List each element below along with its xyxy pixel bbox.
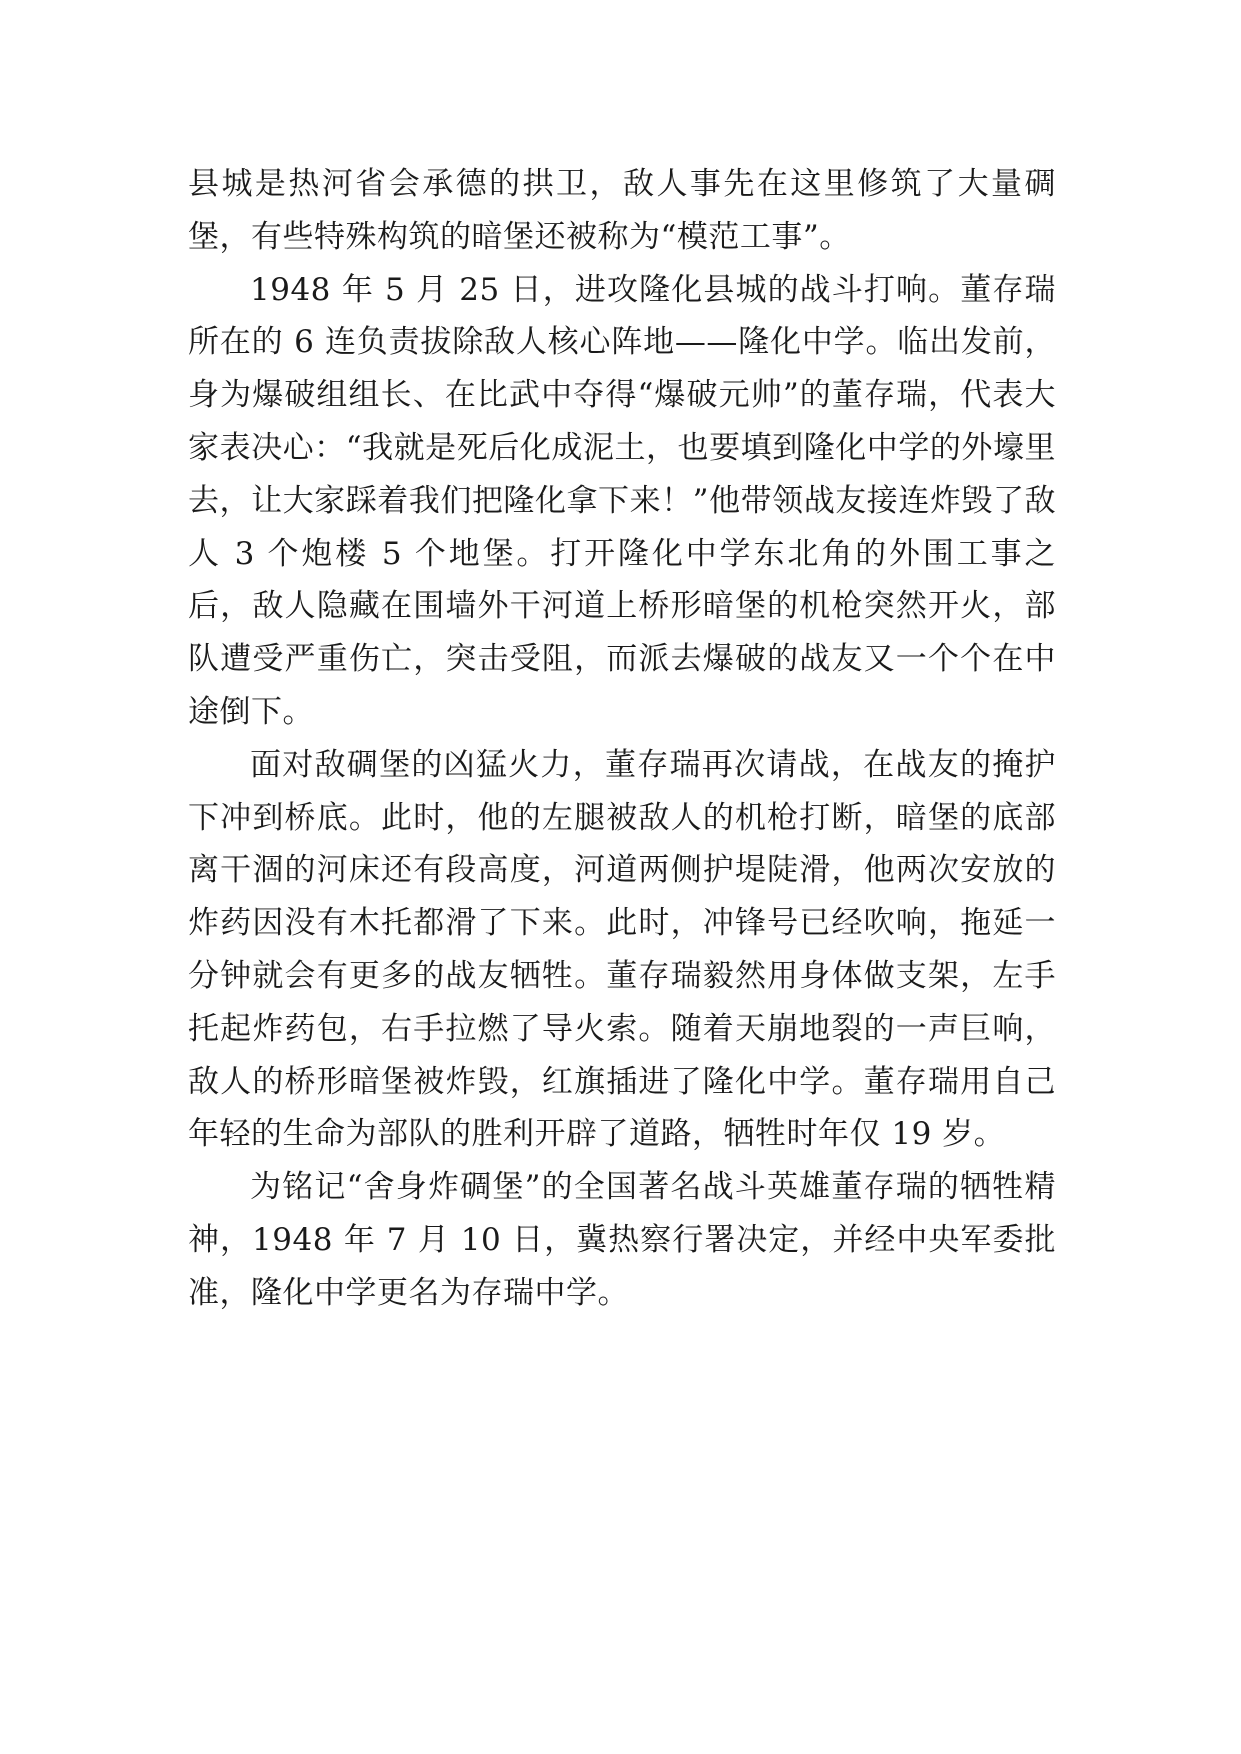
paragraph-2: 1948 年 5 月 25 日，进攻隆化县城的战斗打响。董存瑞所在的 6 连负责拔除敌人核心阵地——隆化中学。临出发前，身为爆破组组长、在比武中夺得“爆破元帅”的董存瑞，代表大家表决心：“我就是死后化成泥土，也要填到隆化中学的外壕里去，让大家踩着我们把隆化拿下来！”他带领战友接连炸毁了敌人 3 个炮楼 5 个地堡。打开隆化中学东北角的外围工事之后，敌人隐藏在围墙外干河道上桥形暗堡的机枪突然开火，部队遭受严重伤亡，突击受阻，而派去爆破的战友又一个个在中途倒下。 xyxy=(188,271,1056,730)
document-body xyxy=(188,158,1056,1320)
paragraph-1: 县城是热河省会承德的拱卫，敌人事先在这里修筑了大量碉堡，有些特殊构筑的暗堡还被称为“模范工事”。 xyxy=(188,166,1056,255)
paragraph-3: 面对敌碉堡的凶猛火力，董存瑞再次请战，在战友的掩护下冲到桥底。此时，他的左腿被敌人的机枪打断，暗堡的底部离干涸的河床还有段高度，河道两侧护堤陡滑，他两次安放的炸药因没有木托都滑了下来。此时，冲锋号已经吹响，拖延一分钟就会有更多的战友牺牲。董存瑞毅然用身体做支架，左手托起炸药包，右手拉燃了导火索。随着天崩地裂的一声巨响，敌人的桥形暗堡被炸毁，红旗插进了隆化中学。董存瑞用自己年轻的生命为部队的胜利开辟了道路，牺牲时年仅 19 岁。 xyxy=(188,746,1056,1153)
paragraph-4: 为铭记“舍身炸碉堡”的全国著名战斗英雄董存瑞的牺牲精神，1948 年 7 月 10 日，冀热察行署决定，并经中央军委批准，隆化中学更名为存瑞中学。 xyxy=(188,1169,1056,1311)
